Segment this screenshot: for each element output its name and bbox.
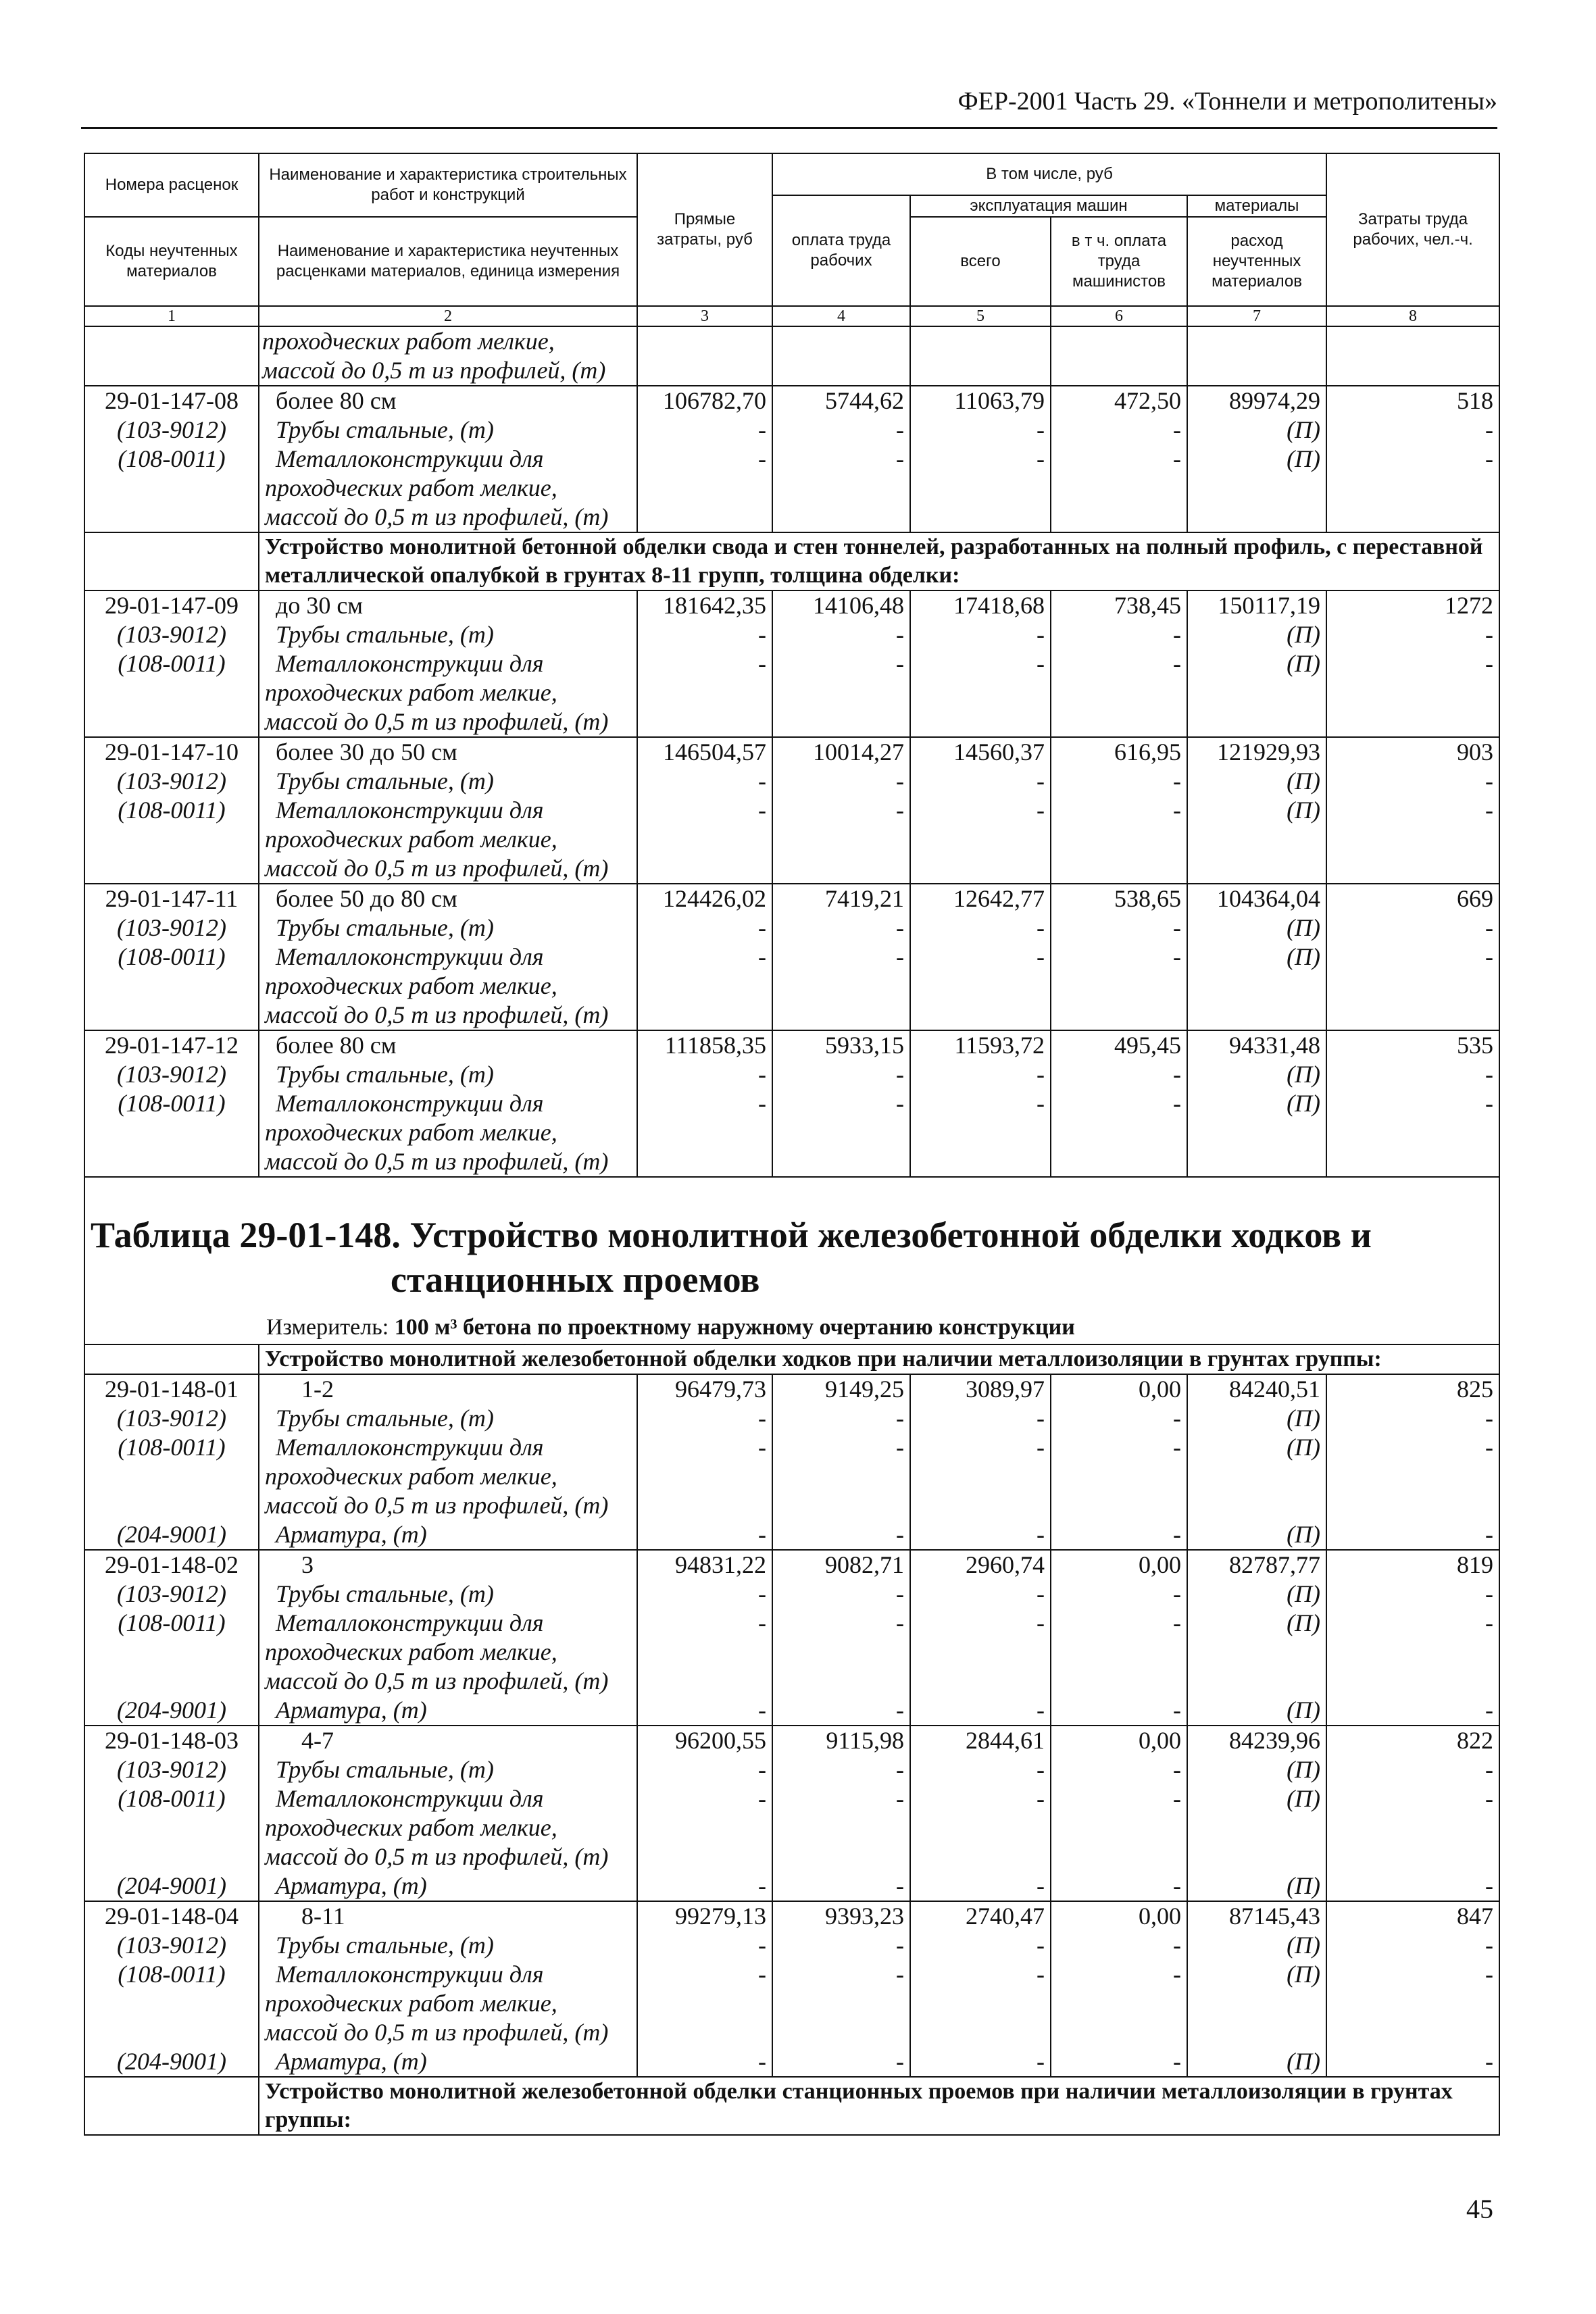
material-name-continued: проходческих работ мелкие, массой до 0,5 т из профилей, (т)	[259, 326, 637, 386]
col-header-operator-pay: в т ч. оплата труда машинистов	[1051, 217, 1187, 306]
running-header: ФЕР-2001 Часть 29. «Тоннели и метрополитены»	[957, 87, 1497, 116]
col-header-material-codes: Коды неучтенных материалов	[84, 217, 259, 306]
table-row: 29-01-148-03 (103-9012) (108-0011) (204-9001) 4-7 Трубы стальные, (т) Металлоконструкции для проходческих работ мелкие, массой до 0,5 т из профилей, (т) Арматура, (т) 96200,55 - - - 9115,98 - - - 2844,61 - - - 0,00 - - - 84239,96 (П) (П) (П) 822 - - -	[84, 1726, 1499, 1901]
col-number: 8	[1326, 306, 1499, 326]
col-number: 2	[259, 306, 637, 326]
col-header-material-use: расход неучтенных материалов	[1187, 217, 1326, 306]
col-header-group: В том числе, руб	[772, 153, 1326, 195]
section-row	[84, 532, 1499, 590]
table-title-row	[84, 1177, 1499, 1344]
table-row: 29-01-147-10 (103-9012) (108-0011) более 30 до 50 см Трубы стальные, (т) Металлоконструкции для проходческих работ мелкие, массой до 0,5 т из профилей, (т) 146504,57 - - 10014,27 - - 14560,37 - - 616,95 - - 121929,93 (П) (П) 903 - -	[84, 737, 1499, 884]
col-header-labor-hours: Затраты труда рабочих, чел.-ч.	[1326, 153, 1499, 306]
col-header-material-names: Наименование и характеристика неучтенных расценками материалов, единица измерения	[259, 217, 637, 306]
section-row	[84, 2077, 1499, 2135]
table-row: 29-01-148-04 (103-9012) (108-0011) (204-9001) 8-11 Трубы стальные, (т) Металлоконструкции для проходческих работ мелкие, массой до 0,5 т из профилей, (т) Арматура, (т) 99279,13 - - - 9393,23 - - - 2740,47 - - - 0,00 - - - 87145,43 (П) (П) (П) 847 - - -	[84, 1901, 1499, 2077]
price-table	[84, 153, 1500, 2136]
measurement-unit: Измеритель: 100 м³ бетона по проектному наружному очертанию конструкции	[266, 1315, 1075, 1340]
col-number: 1	[84, 306, 259, 326]
header-rule	[81, 127, 1497, 129]
table-row: 29-01-147-11 (103-9012) (108-0011) более 50 до 80 см Трубы стальные, (т) Металлоконструкции для проходческих работ мелкие, массой до 0,5 т из профилей, (т) 124426,02 - - 7419,21 - - 12642,77 - - 538,65 - - 104364,04 (П) (П) 669 - -	[84, 884, 1499, 1030]
table-title: Таблица 29-01-148. Устройство монолитной железобетонной обделки ходков и станционных проемов	[91, 1215, 1372, 1300]
col-number: 4	[772, 306, 910, 326]
header-row-1	[84, 153, 1499, 195]
section-row	[84, 1344, 1499, 1374]
col-number: 3	[637, 306, 772, 326]
col-header-machines: эксплуатация машин	[910, 195, 1187, 217]
section-heading: Устройство монолитной железобетонной обделки станционных проемов при наличии металлоизоляции в грунтах группы:	[259, 2077, 1499, 2135]
col-number: 6	[1051, 306, 1187, 326]
col-header-machines-total: всего	[910, 217, 1051, 306]
section-heading: Устройство монолитной железобетонной обделки ходков при наличии металлоизоляции в грунтах группы:	[259, 1344, 1499, 1374]
table-row: 29-01-147-09 (103-9012) (108-0011) до 30 см Трубы стальные, (т) Металлоконструкции для проходческих работ мелкие, массой до 0,5 т из профилей, (т) 181642,35 - - 14106,48 - - 17418,68 - - 738,45 - - 150117,19 (П) (П) 1272 - -	[84, 590, 1499, 737]
col-header-materials: материалы	[1187, 195, 1326, 217]
col-header-rate-numbers: Номера расценок	[84, 153, 259, 217]
col-header-direct-costs: Прямые затраты, руб	[637, 153, 772, 306]
table-row: 29-01-148-02 (103-9012) (108-0011) (204-9001) 3 Трубы стальные, (т) Металлоконструкции для проходческих работ мелкие, массой до 0,5 т из профилей, (т) Арматура, (т) 94831,22 - - - 9082,71 - - - 2960,74 - - - 0,00 - - - 82787,77 (П) (П) (П) 819 - - -	[84, 1550, 1499, 1726]
col-number: 5	[910, 306, 1051, 326]
work-name-block: более 80 см Трубы стальные, (т) Металлоконструкции для проходческих работ мелкие, массой до 0,5 т из профилей, (т)	[259, 386, 637, 532]
table-row: 29-01-147-08 (103-9012) (108-0011) более 80 см Трубы стальные, (т) Металлоконструкции для проходческих работ мелкие, массой до 0,5 т из профилей, (т) 106782,70 - - 5744,62 - - 11063,79 - - 472,50 - - 89974,29 (П) (П) 518 - -	[84, 386, 1499, 532]
table-row	[84, 326, 1499, 386]
rate-block: 29-01-147-08 (103-9012) (108-0011)	[84, 386, 259, 532]
table-row: 29-01-148-01 (103-9012) (108-0011) (204-9001) 1-2 Трубы стальные, (т) Металлоконструкции для проходческих работ мелкие, массой до 0,5 т из профилей, (т) Арматура, (т) 96479,73 - - - 9149,25 - - - 3089,97 - - - 0,00 - - - 84240,51 (П) (П) (П) 825 - - -	[84, 1374, 1499, 1550]
column-numbers-row	[84, 306, 1499, 326]
col-header-labor-pay: оплата труда рабочих	[772, 195, 910, 306]
col-number: 7	[1187, 306, 1326, 326]
col-header-work-name: Наименование и характеристика строительных работ и конструкций	[259, 153, 637, 217]
section-heading: Устройство монолитной бетонной обделки свода и стен тоннелей, разработанных на полный профиль, с переставной металлической опалубкой в грунтах 8-11 групп, толщина обделки:	[259, 532, 1499, 590]
table-row: 29-01-147-12 (103-9012) (108-0011) более 80 см Трубы стальные, (т) Металлоконструкции для проходческих работ мелкие, массой до 0,5 т из профилей, (т) 111858,35 - - 5933,15 - - 11593,72 - - 495,45 - - 94331,48 (П) (П) 535 - -	[84, 1030, 1499, 1177]
page-number: 45	[1466, 2194, 1493, 2224]
